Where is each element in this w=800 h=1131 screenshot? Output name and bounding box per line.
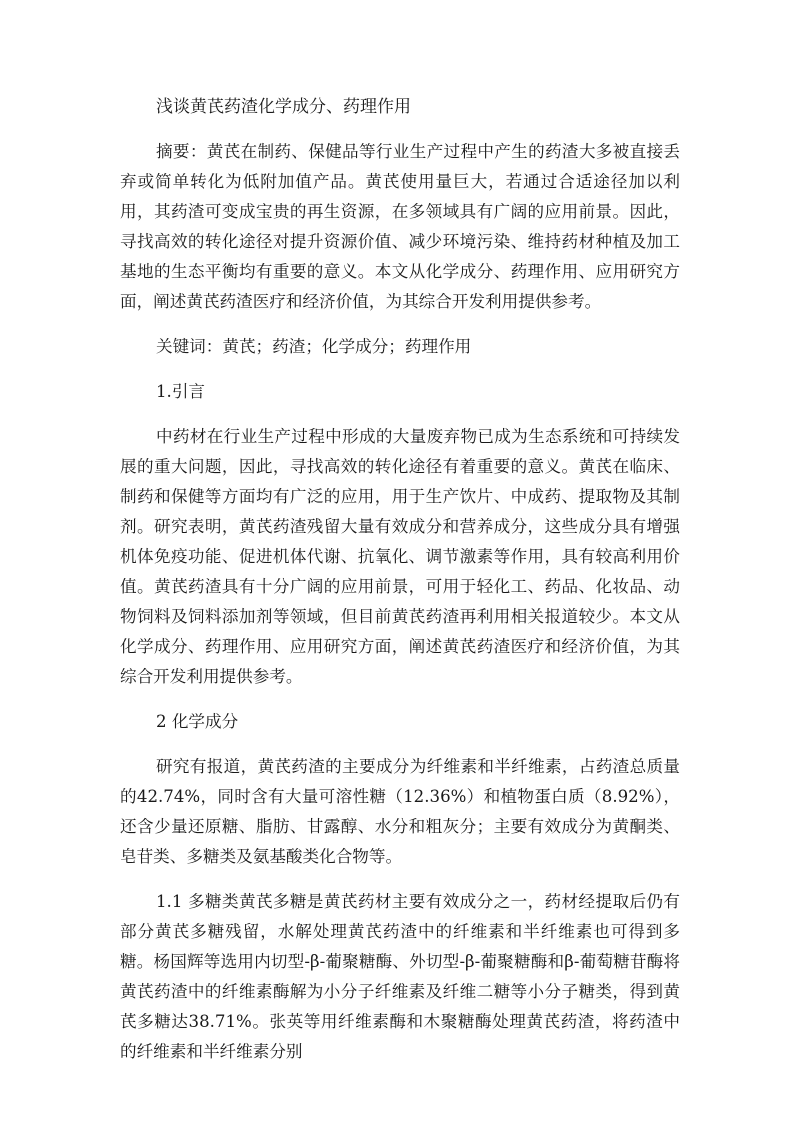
document-title: 浅谈黄芪药渣化学成分、药理作用 bbox=[156, 97, 411, 117]
spacer bbox=[120, 122, 680, 137]
keywords-line: 关键词：黄芪；药渣；化学成分；药理作用 bbox=[156, 337, 472, 356]
spacer bbox=[120, 737, 680, 752]
section-heading-introduction: 1.引言 bbox=[156, 382, 206, 401]
spacer bbox=[120, 362, 680, 377]
document-page bbox=[120, 92, 680, 1067]
spacer bbox=[120, 692, 680, 707]
spacer bbox=[120, 872, 680, 887]
introduction-paragraph: 中药材在行业生产过程中形成的大量废弃物已成为生态系统和可持续发展的重大问题，因此，寻找高效的转化途径有着重要的意义。黄芪在临床、制药和保健等方面均有广泛的应用，用于生产饮片、中成药、提取物及其制剂。研究表明，黄芪药渣残留大量有效成分和营养成分，这些成分具有增强机体免疫功能、促进机体代谢、抗氧化、调节激素等作用，具有较高利用价值。黄芪药渣具有十分广阔的应用前景，可用于轻化工、药品、化妆品、动物饲料及饲料添加剂等领域，但目前黄芪药渣再利用相关报道较少。本文从化学成分、药理作用、应用研究方面，阐述黄芪药渣医疗和经济价值，为其综合开发利用提供参考。 bbox=[120, 427, 680, 686]
abstract-paragraph: 摘要：黄芪在制药、保健品等行业生产过程中产生的药渣大多被直接丢弃或简单转化为低附加值产品。黄芪使用量巨大，若通过合适途径加以利用，其药渣可变成宝贵的再生资源，在多领域具有广阔的应用前景。因此，寻找高效的转化途径对提升资源价值、减少环境污染、维持药材种植及加工基地的生态平衡均有重要的意义。本文从化学成分、药理作用、应用研究方面，阐述黄芪药渣医疗和经济价值，为其综合开发利用提供参考。 bbox=[120, 142, 680, 311]
spacer bbox=[120, 407, 680, 422]
section-heading-chemical-composition: 2 化学成分 bbox=[156, 712, 239, 731]
chemical-composition-paragraph: 研究有报道，黄芪药渣的主要成分为纤维素和半纤维素，占药渣总质量的42.74%，同时含有大量可溶性糖（12.36%）和植物蛋白质（8.92%），还含少量还原糖、脂肪、甘露醇、水分和粗灰分；主要有效成分为黄酮类、皂苷类、多糖类及氨基酸类化合物等。 bbox=[120, 757, 680, 866]
polysaccharides-paragraph: 1.1 多糖类黄芪多糖是黄芪药材主要有效成分之一，药材经提取后仍有部分黄芪多糖残留，水解处理黄芪药渣中的纤维素和半纤维素也可得到多糖。杨国辉等选用内切型-β-葡聚糖酶、外切型-β-葡聚糖酶和β-葡萄糖苷酶将黄芪药渣中的纤维素酶解为小分子纤维素及纤维二糖等小分子糖类，得到黄芪多糖达38.71%。张英等用纤维素酶和木聚糖酶处理黄芪药渣，将药渣中的纤维素和半纤维素分别 bbox=[120, 892, 680, 1061]
spacer bbox=[120, 317, 680, 332]
